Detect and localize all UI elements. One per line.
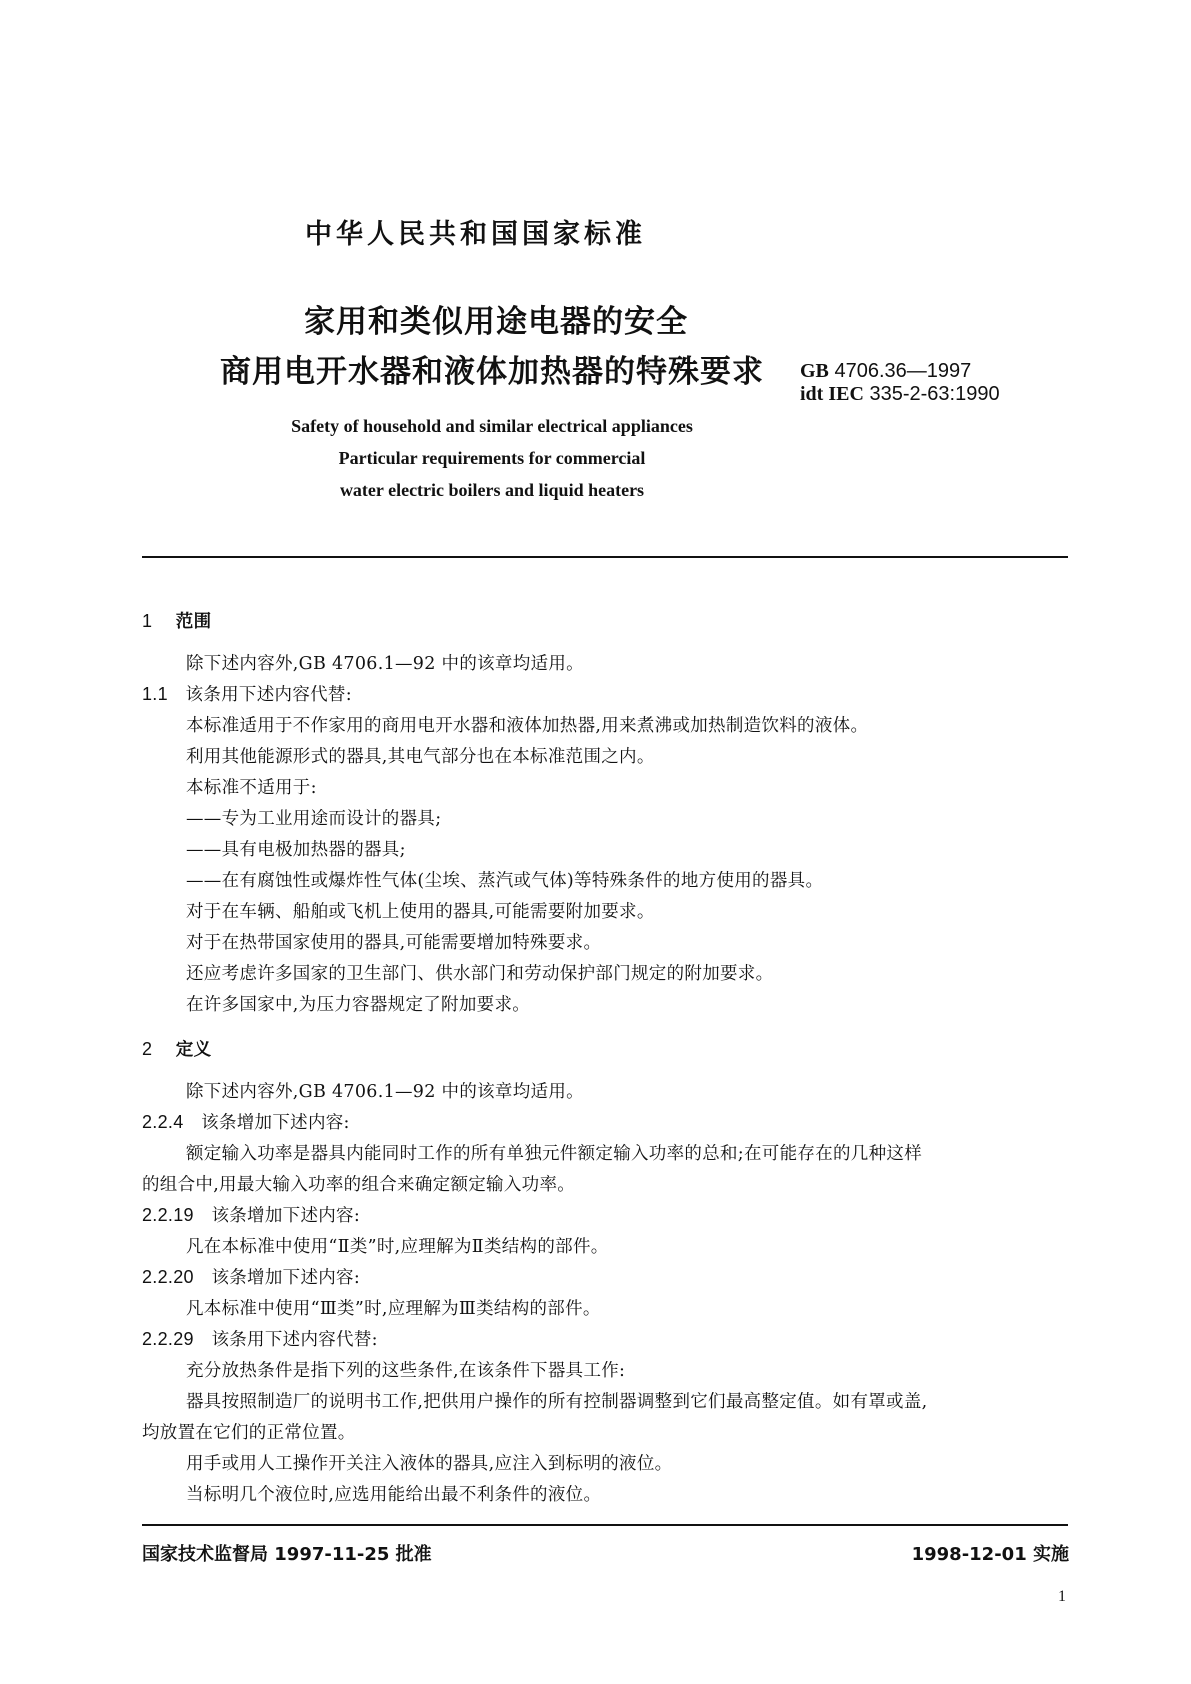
section-title: 定义 bbox=[175, 1040, 212, 1060]
clause-text: 该条增加下述内容: bbox=[211, 1206, 361, 1226]
clause-2-2-19 bbox=[142, 1202, 360, 1227]
clause-number: 2.2.4 bbox=[142, 1112, 184, 1132]
main-title-line2: 商用电开水器和液体加热器的特殊要求 bbox=[220, 354, 764, 390]
paragraph: 本标准不适用于: bbox=[186, 778, 317, 798]
english-title-line2: Particular requirements for commercial bbox=[338, 448, 646, 468]
clause-1-1 bbox=[142, 681, 352, 706]
section-number: 2 bbox=[142, 1039, 153, 1059]
section-1-heading bbox=[142, 608, 211, 633]
section-2-heading bbox=[142, 1036, 211, 1061]
paragraph: 凡在本标准中使用“Ⅱ类”时,应理解为Ⅱ类结构的部件。 bbox=[186, 1237, 609, 1257]
paragraph: 用手或用人工操作开关注入液体的器具,应注入到标明的液位。 bbox=[186, 1454, 673, 1474]
clause-2-2-29 bbox=[142, 1326, 378, 1351]
paragraph: 均放置在它们的正常位置。 bbox=[142, 1423, 356, 1443]
standard-prefix: GB bbox=[800, 360, 829, 382]
implementation-date: 1998-12-01 实施 bbox=[911, 1544, 1069, 1565]
idt-number: 335-2-63:1990 bbox=[869, 383, 1000, 405]
paragraph: 还应考虑许多国家的卫生部门、供水部门和劳动保护部门规定的附加要求。 bbox=[186, 964, 774, 984]
paragraph: 对于在热带国家使用的器具,可能需要增加特殊要求。 bbox=[186, 933, 602, 953]
paragraph: 额定输入功率是器具内能同时工作的所有单独元件额定输入功率的总和;在可能存在的几种这样 bbox=[186, 1144, 922, 1164]
idt-prefix: idt IEC bbox=[800, 383, 864, 405]
english-title-line3: water electric boilers and liquid heaters bbox=[339, 480, 645, 500]
paragraph: 除下述内容外,GB 4706.1—92 中的该章均适用。 bbox=[186, 1082, 584, 1102]
idt-code bbox=[800, 383, 1000, 406]
clause-2-2-20 bbox=[142, 1264, 360, 1289]
paragraph: 的组合中,用最大输入功率的组合来确定额定输入功率。 bbox=[142, 1175, 576, 1195]
paragraph: 利用其他能源形式的器具,其电气部分也在本标准范围之内。 bbox=[186, 747, 655, 767]
clause-number: 2.2.29 bbox=[142, 1329, 194, 1349]
paragraph: 本标准适用于不作家用的商用电开水器和液体加热器,用来煮沸或加热制造饮料的液体。 bbox=[186, 716, 869, 736]
english-title-line1: Safety of household and similar electrical appliances bbox=[291, 416, 693, 436]
paragraph: 当标明几个液位时,应选用能给出最不利条件的液位。 bbox=[186, 1485, 602, 1505]
clause-text: 该条增加下述内容: bbox=[201, 1113, 350, 1133]
page-number: 1 bbox=[1058, 1588, 1066, 1605]
standard-number: 4706.36—1997 bbox=[834, 360, 972, 382]
clause-text: 该条增加下述内容: bbox=[211, 1268, 361, 1288]
clause-number: 2.2.20 bbox=[142, 1267, 194, 1287]
section-title: 范围 bbox=[175, 612, 212, 632]
clause-text: 该条用下述内容代替: bbox=[185, 685, 352, 705]
list-item: ——具有电极加热器的器具; bbox=[186, 840, 406, 860]
clause-text: 该条用下述内容代替: bbox=[211, 1330, 378, 1350]
paragraph: 器具按照制造厂的说明书工作,把供用户操作的所有控制器调整到它们最高整定值。如有罩或盖, bbox=[186, 1392, 928, 1412]
standard-code bbox=[800, 360, 971, 383]
paragraph: 对于在车辆、船舶或飞机上使用的器具,可能需要附加要求。 bbox=[186, 902, 655, 922]
clause-number: 2.2.19 bbox=[142, 1205, 194, 1225]
paragraph: 充分放热条件是指下列的这些条件,在该条件下器具工作: bbox=[186, 1361, 626, 1381]
country-standard-title: 中华人民共和国国家标准 bbox=[305, 219, 646, 250]
paragraph: 在许多国家中,为压力容器规定了附加要求。 bbox=[186, 995, 531, 1015]
main-title-line1: 家用和类似用途电器的安全 bbox=[304, 304, 688, 340]
list-item: ——专为工业用途而设计的器具; bbox=[186, 809, 442, 829]
clause-2-2-4 bbox=[142, 1109, 350, 1134]
paragraph: 除下述内容外,GB 4706.1—92 中的该章均适用。 bbox=[186, 654, 584, 674]
section-number: 1 bbox=[142, 611, 153, 631]
paragraph: 凡本标准中使用“Ⅲ类”时,应理解为Ⅲ类结构的部件。 bbox=[186, 1299, 601, 1319]
bottom-divider bbox=[142, 1524, 1068, 1526]
list-item: ——在有腐蚀性或爆炸性气体(尘埃、蒸汽或气体)等特殊条件的地方使用的器具。 bbox=[186, 871, 824, 891]
clause-number: 1.1 bbox=[142, 684, 168, 704]
top-divider bbox=[142, 556, 1068, 558]
approval-info: 国家技术监督局 1997-11-25 批准 bbox=[142, 1544, 432, 1565]
